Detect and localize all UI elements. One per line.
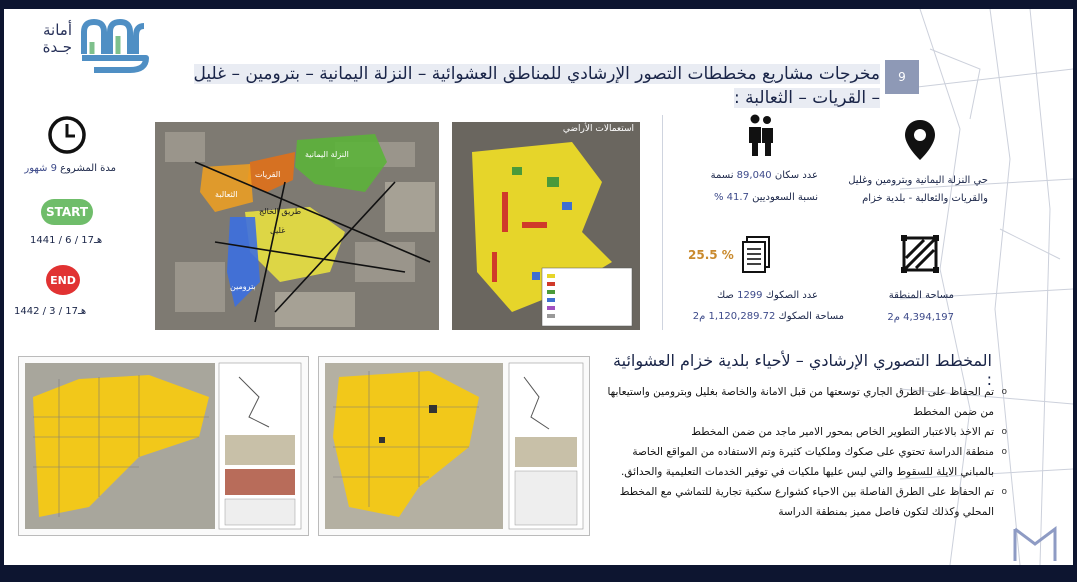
end-badge: END	[46, 265, 80, 295]
start-badge: START	[41, 199, 93, 225]
clock-icon	[46, 114, 88, 156]
logo-text-line2: جـدة	[42, 38, 72, 56]
deeds-area-label: مساحة الصكوك	[778, 311, 844, 322]
landuse-map-graphic	[452, 122, 640, 330]
bottom-border	[0, 565, 1077, 582]
plan-bullet-list	[600, 382, 1008, 522]
duration-label: مدة المشروع	[60, 163, 116, 174]
population-unit: نسمة	[710, 170, 734, 181]
location-text	[846, 172, 988, 208]
neighborhoods-map-graphic	[155, 122, 439, 330]
population-stat	[680, 170, 818, 181]
plan-drawing-right-graphic	[319, 357, 589, 535]
area-label: مساحة المنطقة	[888, 290, 954, 301]
duration-value: 9 شهور	[24, 163, 57, 174]
deeds-count-stat	[680, 290, 818, 301]
saudi-label: نسبة السعوديين	[752, 192, 818, 203]
saudi-ratio-stat	[680, 192, 818, 203]
area-icon	[900, 234, 940, 274]
map-label-nazla: النزلة اليمانية	[305, 150, 349, 159]
divider	[662, 115, 663, 330]
right-border	[1073, 0, 1077, 582]
end-date: 1442 / 3 / 17هـ	[14, 306, 87, 317]
map-label-petromin: بترومين	[230, 282, 256, 291]
deeds-count-label: عدد الصكوك	[765, 290, 818, 301]
bullet-item: o منطقة الدراسة تحتوي على صكوك وملكيات كثيرة وتم الاستفاده من المواقع الخاصة بالمباني الايلة للسقوط والتي ليس عليها ملكيات في توفير الخدمات التعليمية والحدائق.	[600, 442, 994, 482]
project-duration	[8, 163, 116, 174]
plan-drawing-right	[318, 356, 590, 536]
deeds-count-value: 1299	[737, 290, 763, 301]
location-pin-icon	[903, 118, 937, 162]
population-label: عدد سكان	[774, 170, 818, 181]
map-label-qurayyat: القريات	[255, 170, 281, 179]
saudi-value: 41.7 %	[713, 192, 749, 203]
documents-icon	[741, 236, 771, 274]
left-border	[0, 0, 4, 582]
page-number-badge: 9	[885, 60, 919, 94]
map-label-thaalba: الثعالبة	[215, 190, 238, 199]
deeds-count-unit: صك	[716, 290, 734, 301]
landuse-title: استعمالات الأراضي	[562, 124, 634, 134]
logo-text	[24, 22, 72, 56]
deeds-area-stat	[672, 311, 844, 322]
page-title-text: مخرجات مشاريع مخططات التصور الإرشادي للمناطق العشوائية – النزلة اليمانية – بترومين – غليل – القريات – الثعالبة :	[193, 64, 880, 108]
location-line2: والقريات والثعالبة - بلدية خزام	[862, 193, 988, 204]
page-title	[180, 62, 880, 110]
landuse-map	[452, 122, 640, 330]
logo-text-line1: أمانة	[43, 21, 72, 39]
neighborhoods-satellite-map	[155, 122, 439, 330]
top-border	[0, 0, 1077, 9]
area-value: 4,394,197 م2	[887, 312, 954, 323]
people-icon	[745, 113, 777, 157]
bullet-item: o تم الاخذ بالاعتبار التطوير الخاص بمحور الامير ماجد من ضمن المخطط	[600, 422, 994, 442]
start-date: 1441 / 6 / 17هـ	[30, 235, 103, 246]
deeds-percentage: 25.5 %	[688, 248, 734, 262]
map-label-ghulail: غليل	[270, 226, 286, 235]
population-value: 89,040	[736, 170, 772, 181]
plan-drawing-left	[18, 356, 309, 536]
plan-drawing-left-graphic	[19, 357, 308, 535]
location-line1: حي النزلة اليمانية وبترومين وغليل	[848, 175, 988, 186]
deeds-area-value: 1,120,289.72 م2	[692, 311, 776, 322]
bullet-item: o تم الحفاظ على الطرق الفاصلة بين الاحياء كشوارع سكنية تجارية للتماشي مع المخطط المحلي وكذلك لتكون فاصل مميز بمنطقة الدراسة	[600, 482, 994, 522]
map-label-khalij-road: طريق الخالج	[259, 207, 302, 216]
bullet-item: o تم الحفاظ على الطرق الجاري توسعتها من قبل الامانة والخاصة بغليل وبترومين واستيعابها من ضمن المخطط	[600, 382, 994, 422]
plan-section-title: المخطط التصوري الإرشادي – لأحياء بلدية خزام العشوائية :	[613, 351, 992, 389]
